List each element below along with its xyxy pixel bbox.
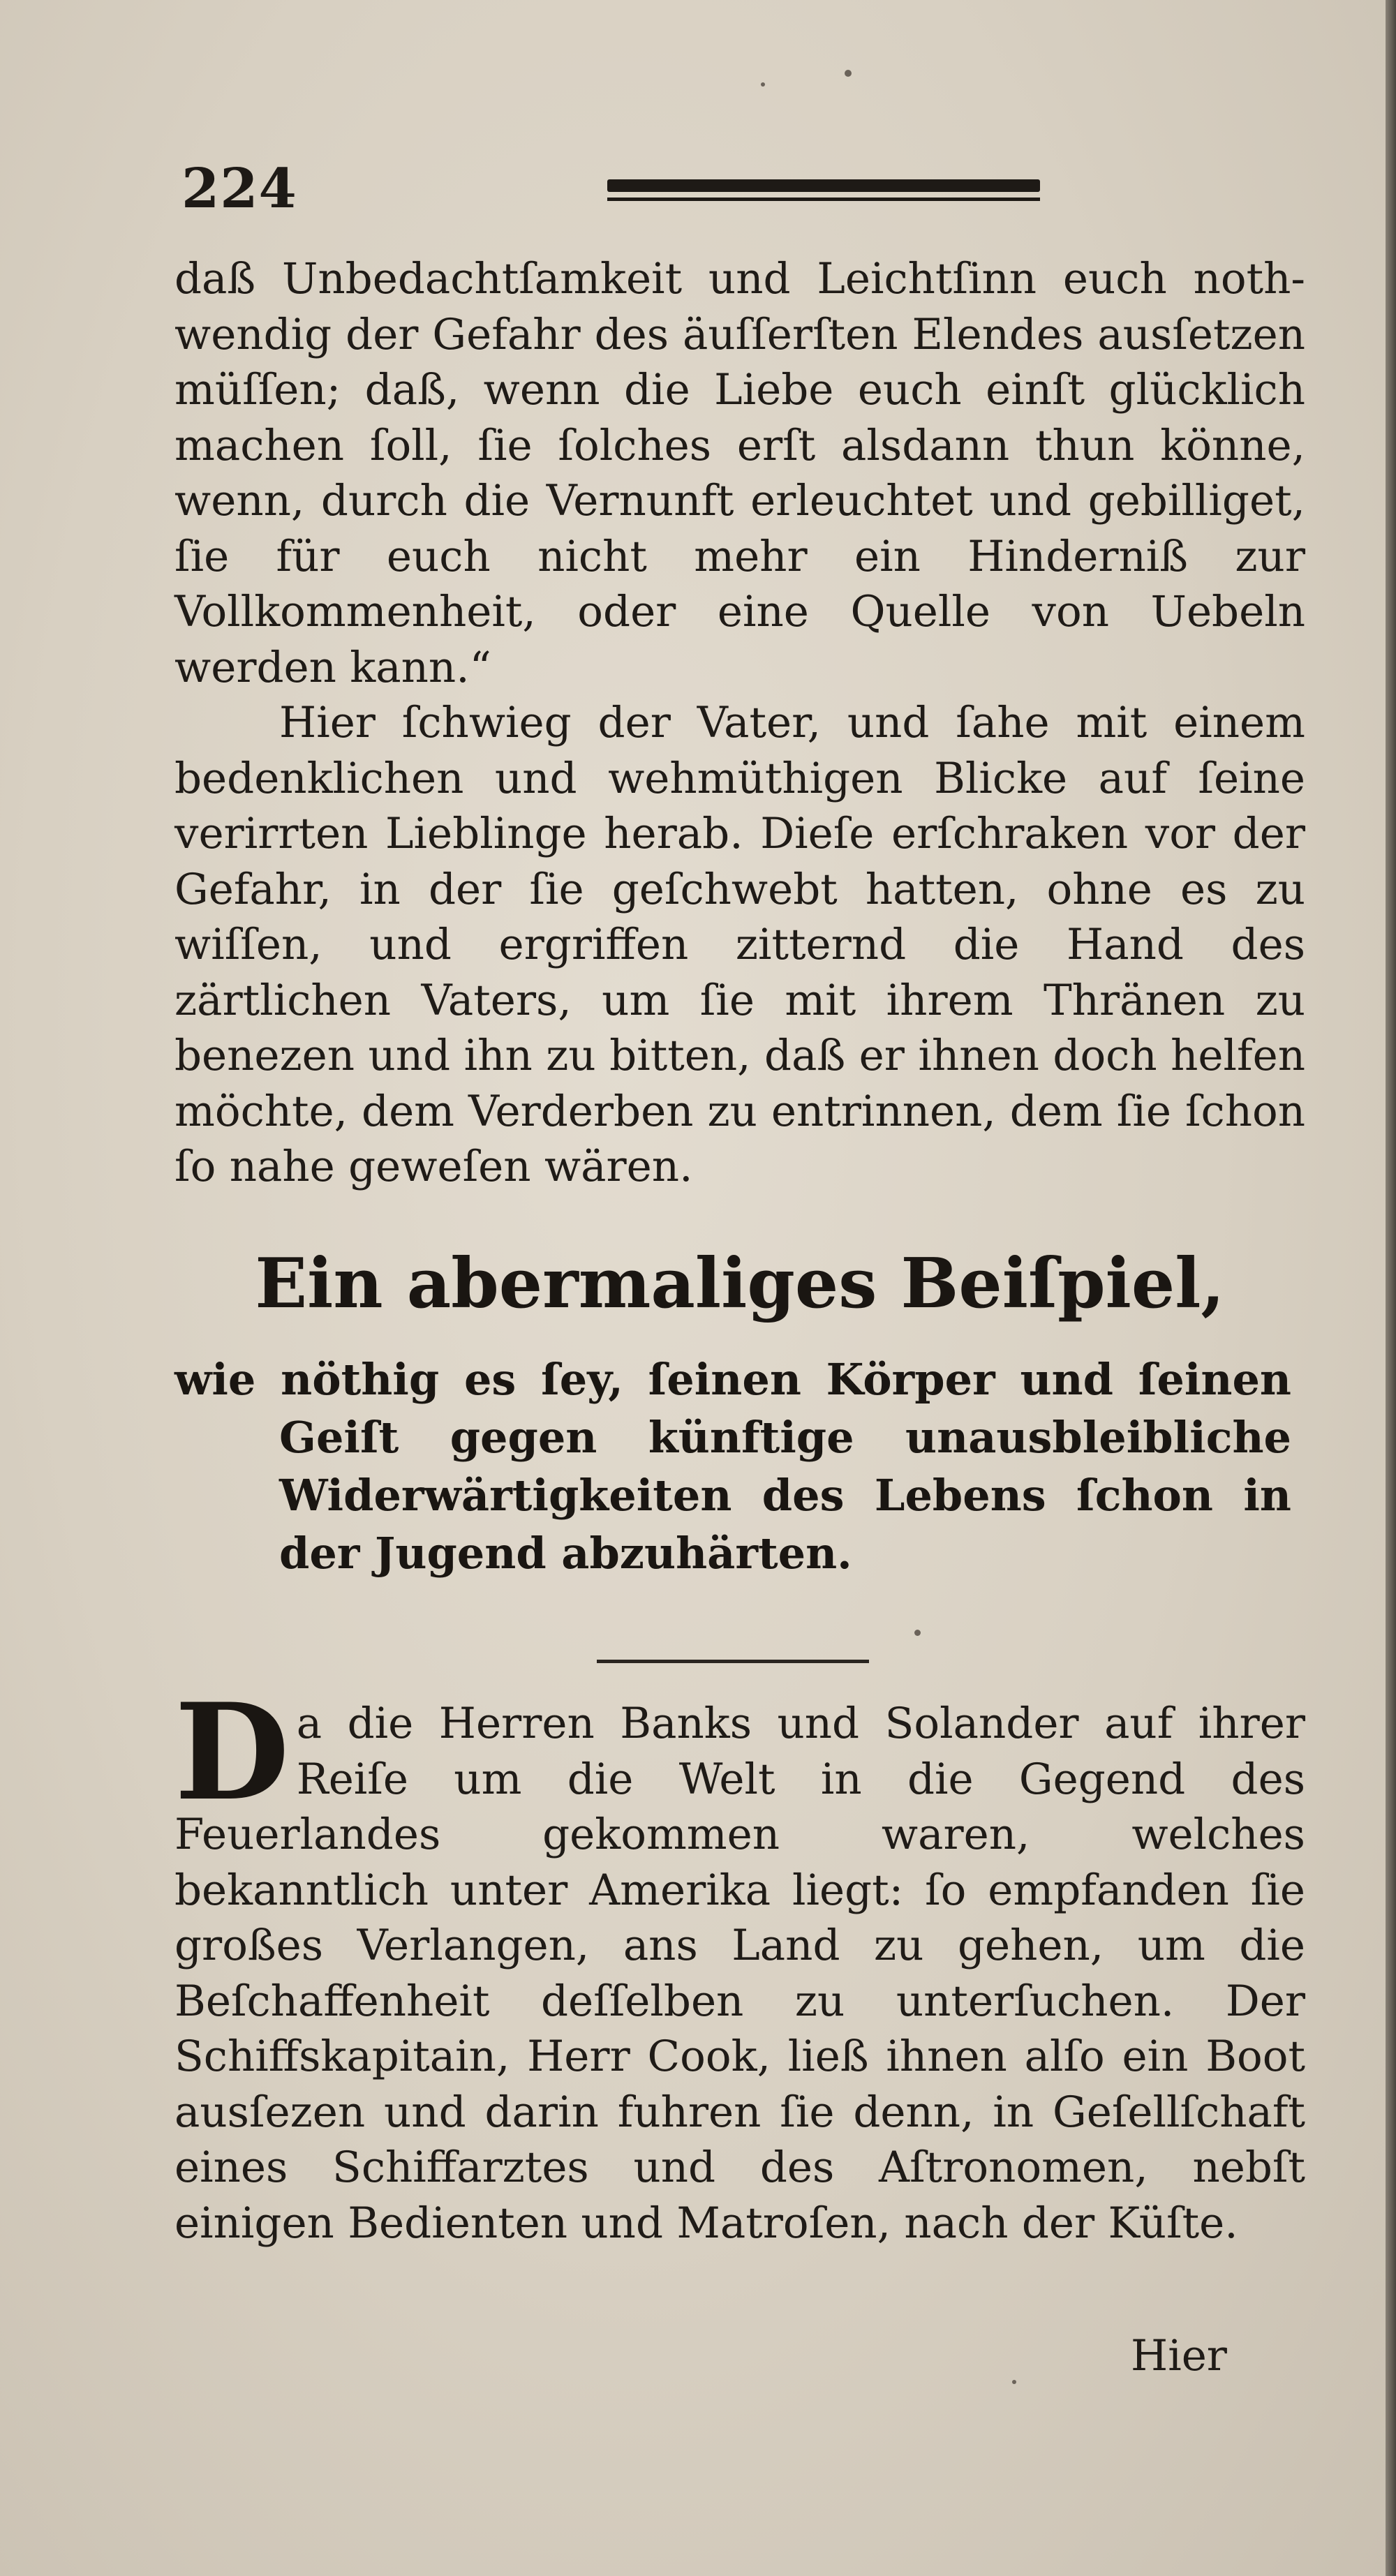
section-heading: Ein abermaliges Beiſpiel, (255, 1244, 1225, 1324)
header-rule-thin (607, 198, 1040, 201)
section-subheading: wie nöthig es ſey, ſeinen Körper und ſeinen Geiſt gegen künftige unausbleibliche Widerwärtigkeiten des Lebens ſchon in der Jugend abzuhärten. (174, 1354, 1291, 1579)
paper-speck (1012, 2380, 1016, 2384)
header-ornament-rule (607, 179, 1040, 204)
body-text (174, 251, 1305, 1195)
paper-speck (761, 82, 765, 87)
header-rule-thick (607, 179, 1040, 192)
paragraph-father-silent: Hier ſchwieg der Vater, und ſahe mit einem bedenklichen und wehmüthigen Blicke auf ſeine verirrten Lieblinge herab. Dieſe erſchraken vor der Gefahr, in der ſie geſchwebt hatten, ohne es zu wiſſen, und ergriffen zitternd die Hand des zärtlichen Vaters, um ſie mit ihrem Thränen zu benezen und ihn zu bitten, daß er ihnen doch helfen möchte, dem Verderben zu entrinnen, dem ſie ſchon ſo nahe geweſen wären. (174, 698, 1305, 1191)
page-edge-shadow (1386, 0, 1396, 2576)
paper-speck (845, 70, 852, 77)
paper-speck (914, 1630, 921, 1636)
drop-cap-initial: D (174, 1674, 290, 1830)
section-body (174, 1674, 1305, 2251)
page-header (174, 157, 1291, 220)
paragraph-closing-quote: daß Unbedachtſamkeit und Leichtſinn euch noth-wendig der Gefahr des äuſſerſten Elendes ausſetzen müſſen; daß, wenn die Liebe euch einſt glücklich machen ſoll, ſie ſolches erſt alsdann thun könne, wenn, durch die Vernunft erleuchtet und gebilliget, ſie für euch nicht mehr ein Hinderniß zur Vollkommenheit, oder eine Quelle von Uebeln werden kann.“ (174, 254, 1305, 692)
paragraph-banks-solander (174, 1674, 1305, 2251)
catchword: Hier (1131, 2331, 1227, 2381)
paragraph-banks-solander-text: a die Herren Banks und Solander auf ihrer Reiſe um die Welt in die Gegend des Feuerlandes gekommen waren, welches bekanntlich unter Amerika liegt: ſo empfanden ſie großes Verlangen, ans Land zu gehen, um die Beſchaffenheit deſſelben zu unterſuchen. Der Schiffskapitain, Herr Cook, ließ ihnen alſo ein Boot ausſezen und darin fuhren ſie denn, in Geſellſchaft eines Schiffarztes und des Aſtronomen, nebſt einigen Bedienten und Matroſen, nach der Küſte. (174, 1699, 1305, 2248)
page-number: 224 (181, 157, 297, 221)
section-divider-rule (597, 1660, 869, 1663)
